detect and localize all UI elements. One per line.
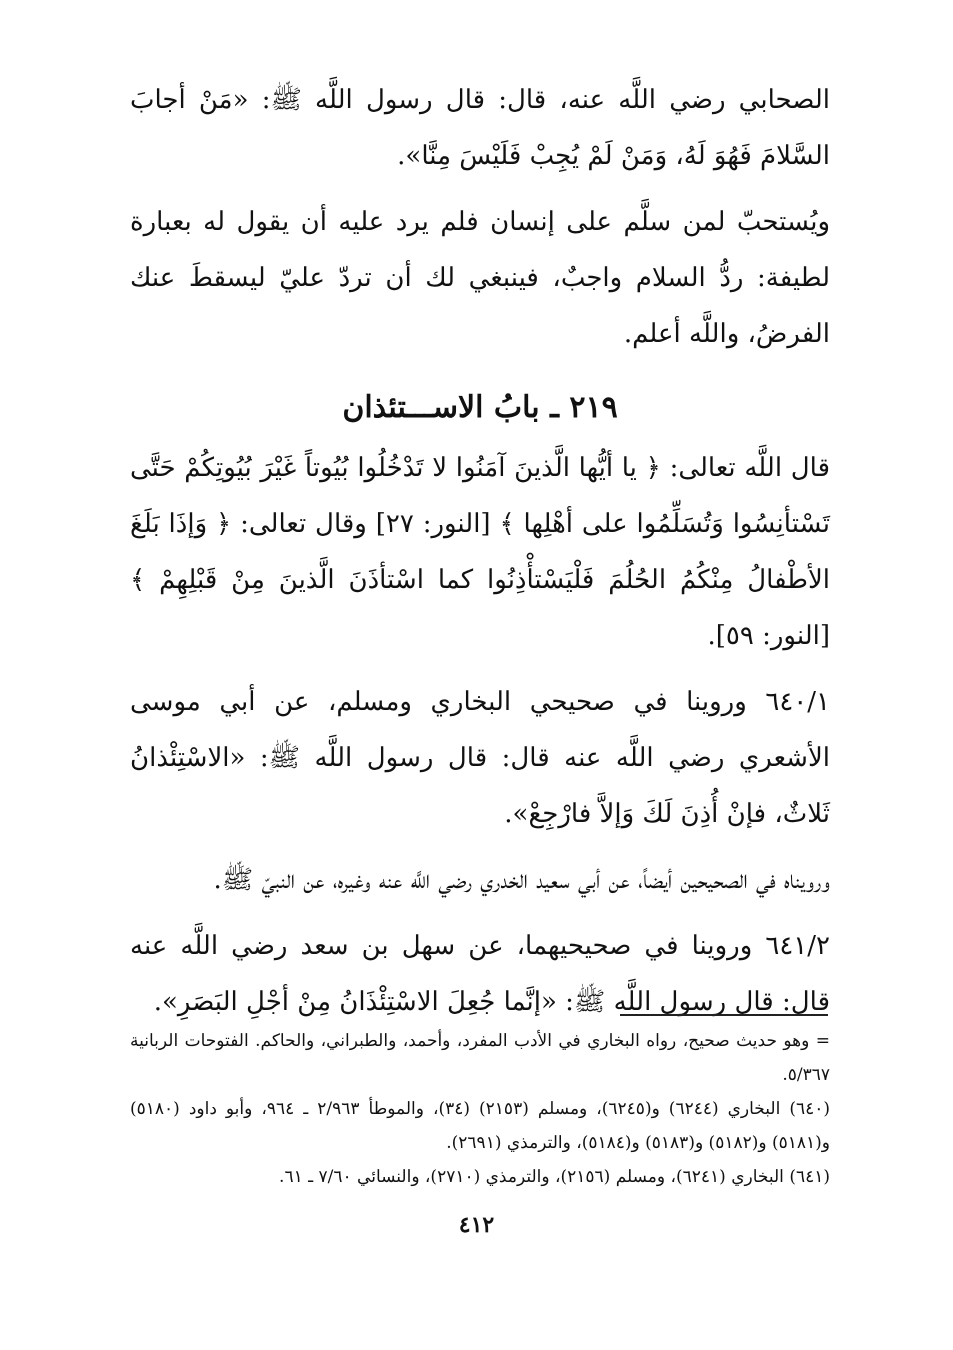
paragraph-recommendation: ويُستحبّ لمن سلَّم على إنسان فلم يرد عليه أن يقول له بعبارة لطيفة: ردُّ السلام واجبٌ، فينبغي لك أن تردّ عليّ ليسقطَ عنك الفرضُ، واللَّه أعلم.: [130, 207, 830, 349]
paragraph-quran-verses: قال اللَّه تعالى: ﴿ يا أيُّها الَّذينَ آمَنُوا لا تَدْخُلُوا بُيُوتاً غَيْرَ بُيُوتِكُمْ حَتَّى تَسْتأنِسُوا وَتُسَلِّمُوا على أهْلِها ﴾ [النور: ٢٧] وقال تعالى: ﴿ وَإذَا بَلَغَ الأطْفالُ مِنْكُمُ الحُلُمَ فَلْيَسْتأْذِنُوا كما اسْتأذَنَ الَّذينَ مِنْ قَبْلِهِمْ ﴾ [النور: ٥٩].: [130, 453, 830, 651]
main-text-bottom: [130, 440, 830, 1030]
paragraph-hadith-continuation: الصحابي رضي اللَّه عنه، قال: قال رسول اللَّه ﷺ: «مَنْ أجابَ السَّلامَ فَهُوَ لَهُ، وَمَنْ لَمْ يُجِبْ فَلَيْسَ مِنَّا».: [130, 85, 830, 171]
chapter-heading: ٢١٩ ـ بابُ الاســـتئذان: [342, 390, 618, 425]
footnote-641: (٦٤١) البخاري (٦٢٤١)، ومسلم (٢١٥٦)، والترمذي (٢٧١٠)، والنسائي ٧/٦٠ ـ ٦١.: [279, 1167, 830, 1187]
footnote-640: (٦٤٠) البخاري (٦٢٤٤) و(٦٢٤٥)، ومسلم (٢١٥٣) (٣٤)، والموطأ ٢/٩٦٣ ـ ٩٦٤، وأبو داود (٥١٨٠) و(٥١٨١) و(٥١٨٢) و(٥١٨٣) و(٥١٨٤)، والترمذي (٢٦٩١).: [130, 1099, 831, 1153]
footnote-continuation: = وهو حديث صحيح، رواه البخاري في الأدب المفرد، وأحمد، والطبراني، والحاكم. الفتوحات الربانية ٥/٣٦٧.: [130, 1031, 830, 1085]
footnotes-section: [130, 1024, 830, 1194]
paragraph-hadith-640: ٦٤٠/١ وروينا في صحيحي البخاري ومسلم، عن أبي موسى الأشعري رضي اللَّه عنه قال: قال رسول اللَّه ﷺ: «الاسْتِئْذانُ ثَلاثٌ، فإنْ أُذِنَ لَكَ وَإلاَّ فارْجِعْ».: [130, 687, 830, 829]
paragraph-hadith-640-riwaya: ورويناه في الصحيحين أيضاً، عن أبي سعيد الخدري رضي اللَّه عنه وغيره، عن النبيّ ﷺ.: [213, 865, 830, 895]
main-text-top: [130, 72, 830, 362]
page-number: ٤١٢: [458, 1212, 495, 1238]
footnote-divider: [620, 1014, 828, 1016]
paragraph-hadith-641: ٦٤١/٢ وروينا في صحيحيهما، عن سهل بن سعد رضي اللَّه عنه قال: قال رسول اللَّه ﷺ: «إنَّما جُعِلَ الاسْتِئْذَانُ مِنْ أجْلِ البَصَرِ».: [130, 931, 830, 1017]
